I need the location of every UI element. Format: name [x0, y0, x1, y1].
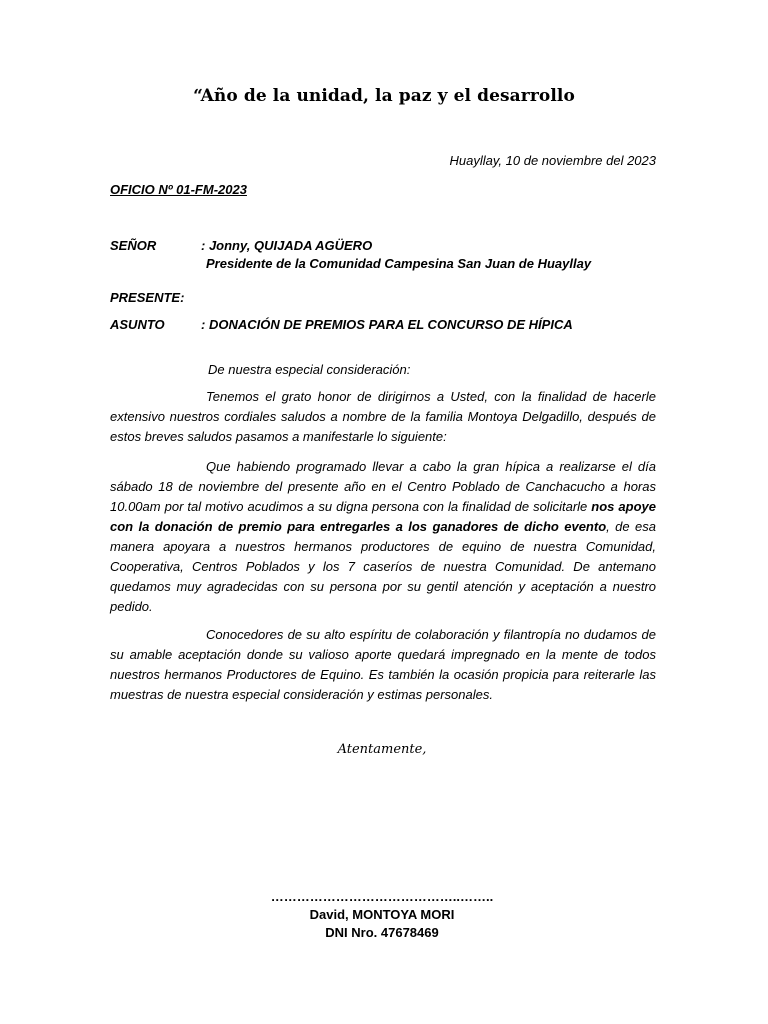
- paragraph-request-emphasis: nos apoye con la donación de premio para entregarles a los ganadores de dicho evento: [110, 499, 657, 534]
- recipient-label: SEÑOR: [110, 238, 157, 253]
- signer-id: DNI Nro. 47678469: [325, 925, 439, 940]
- paragraph-request-tail: , de esa manera apoyara a nuestros hermanos productores de equino de nuestra Comunidad, Cooperativa, Centros Poblados y los 7 caseríos de nuestra Comunidad. De antemano quedamos muy agradecidas con su persona por su gentil atención y aceptación a nuestro pedido.: [110, 519, 656, 614]
- subject-text: : DONACIÓN DE PREMIOS PARA EL CONCURSO DE HÍPICA: [201, 317, 573, 332]
- recipient-title: Presidente de la Comunidad Campesina San Juan de Huayllay: [206, 256, 592, 271]
- paragraph-closing-text: Conocedores de su alto espíritu de colaboración y filantropía no dudamos de su amable aceptación donde su valioso aporte quedará impregnado en la mente de todos nuestros hermanos Productores de Equino. Es también la ocasión propicia para reiterarle las muestras de nuestra especial consideración y estimas personales.: [110, 627, 656, 702]
- subject-label: ASUNTO: [110, 317, 165, 332]
- paragraph-request-text: Que habiendo programado llevar a cabo la gran hípica a realizarse el día sábado 18 de noviembre del presente año en el Centro Poblado de Canchacucho a horas 10.00am por tal motivo acudimos a su digna persona con la finalidad de solicitarle: [110, 459, 656, 514]
- greeting: De nuestra especial consideración:: [208, 362, 411, 377]
- recipient-name: : Jonny, QUIJADA AGÜERO: [201, 238, 373, 253]
- paragraph-request: [110, 457, 656, 617]
- paragraph-closing: [110, 625, 656, 705]
- signer-name: David, MONTOYA MORI: [309, 907, 455, 922]
- reference-number: OFICIO Nº 01-FM-2023: [110, 182, 247, 197]
- date-line: Huayllay, 10 de noviembre del 2023: [449, 153, 656, 168]
- paragraph-intro: [110, 387, 656, 447]
- paragraph-intro-text: Tenemos el grato honor de dirigirnos a Usted, con la finalidad de hacerle extensivo nuestros cordiales saludos a nombre de la familia Montoya Delgadillo, después de estos breves saludos pasamos a manifestarle lo siguiente:: [110, 389, 656, 444]
- signature-line: ……………………………………..……..: [270, 889, 494, 904]
- year-motto: “Año de la unidad, la paz y el desarrollo: [193, 86, 575, 106]
- closing-phrase: Atentamente,: [337, 742, 427, 757]
- presente-label: PRESENTE:: [110, 290, 185, 305]
